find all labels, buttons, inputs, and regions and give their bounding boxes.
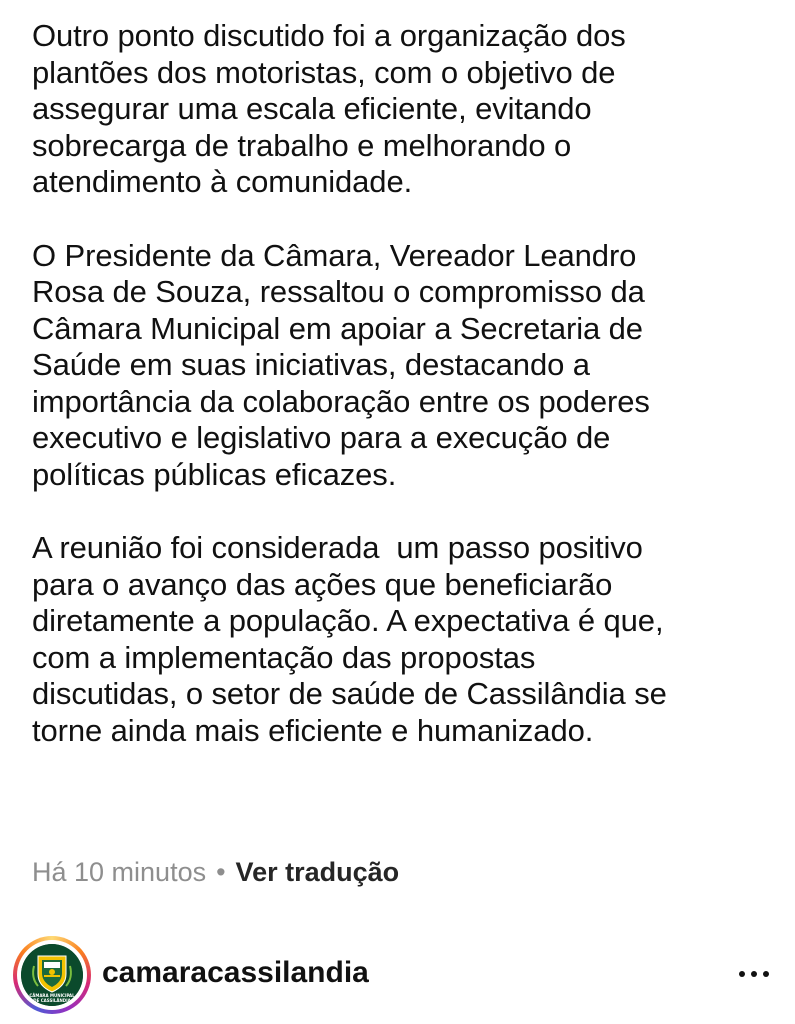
caption-paragraph <box>32 238 777 494</box>
username-link[interactable]: camaracassilandia <box>102 956 369 989</box>
caption-line: importância da colaboração entre os poderes <box>32 383 650 419</box>
caption-line: executivo e legislativo para a execução de <box>32 420 611 455</box>
caption-line: atendimento à comunidade. <box>32 164 413 199</box>
caption-line: para o avanço das ações que beneficiarão <box>32 566 613 602</box>
caption-line: com a implementação das propostas <box>32 639 536 675</box>
caption-paragraph <box>32 18 777 201</box>
post-header <box>0 934 795 1018</box>
caption-line: Outro ponto discutido foi a organização dos <box>32 18 626 53</box>
avatar-seal-line1: CÂMARA MUNICIPAL <box>29 993 75 998</box>
story-ring[interactable] <box>13 936 91 1014</box>
caption-paragraph <box>32 530 777 749</box>
caption-line: políticas públicas eficazes. <box>32 456 397 492</box>
avatar-seal-line2: DE CASSILÂNDIA <box>33 998 71 1003</box>
caption-line: torne ainda mais eficiente e humanizado. <box>32 712 594 748</box>
caption-line: O Presidente da Câmara, Vereador Leandro <box>32 237 637 273</box>
caption-line: plantões dos motoristas, com o objetivo de <box>32 54 616 90</box>
caption-line: Saúde em suas iniciativas, destacando a <box>32 347 590 382</box>
see-translation-link[interactable]: Ver tradução <box>235 857 400 887</box>
caption-line: assegurar uma escala eficiente, evitando <box>32 91 592 126</box>
post-meta <box>32 854 399 890</box>
avatar-gap <box>17 940 87 1010</box>
caption-line: A reunião foi considerada um passo positivo <box>32 530 643 565</box>
more-options-button[interactable] <box>734 956 774 992</box>
post-caption <box>32 18 777 786</box>
meta-separator: • <box>216 857 226 887</box>
caption-line: sobrecarga de trabalho e melhorando o <box>32 127 572 163</box>
caption-line: Rosa de Souza, ressaltou o compromisso da <box>32 274 645 309</box>
caption-line: diretamente a população. A expectativa é que, <box>32 603 664 638</box>
avatar[interactable] <box>21 944 83 1006</box>
post-timestamp: Há 10 minutos <box>32 857 207 887</box>
more-horizontal-icon <box>734 956 774 992</box>
caption-line: Câmara Municipal em apoiar a Secretaria de <box>32 310 643 346</box>
caption-line: discutidas, o setor de saúde de Cassilândia se <box>32 676 667 711</box>
